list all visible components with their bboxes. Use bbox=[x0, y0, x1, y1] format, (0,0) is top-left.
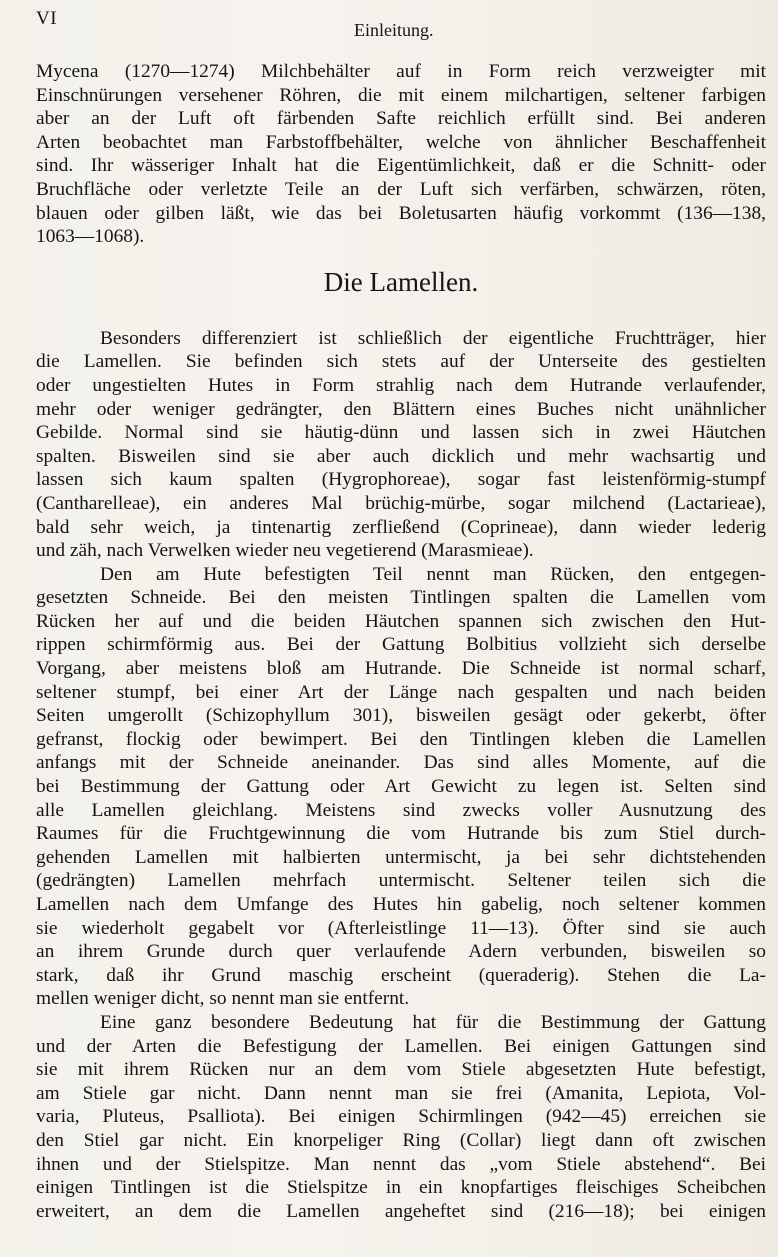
text-line: (Cantharelleae), ein anderes Mal brüchig-mürbe, sogar milchend (Lactarieae), bbox=[36, 492, 766, 514]
text-line: mellen weniger dicht, so nennt man sie entfernt. bbox=[36, 988, 410, 1010]
text-line: Rücken her auf und die beiden Häutchen spannen sich zwischen den Hut- bbox=[36, 610, 766, 632]
text-line: Gebilde. Normal sind sie häutig-dünn und lassen sich in zwei Häutchen bbox=[36, 422, 766, 444]
text-line: erweitert, an dem die Lamellen angeheftet sind (216—18); bei einigen bbox=[36, 1200, 766, 1222]
text-line: oder ungestielten Hutes in Form strahlig nach dem Hutrande verlaufender, bbox=[36, 374, 766, 396]
text-line: alle Lamellen gleichlang. Meistens sind zwecks voller Ausnutzung des bbox=[36, 799, 766, 821]
text-line: sie wiederholt gegabelt vor (Afterleistlinge 11—13). Öfter sind sie auch bbox=[36, 917, 766, 939]
text-line: Den am Hute befestigten Teil nennt man Rücken, den entgegen- bbox=[100, 563, 766, 585]
section-heading-block bbox=[36, 249, 766, 327]
text-line: rippen schirmförmig aus. Bei der Gattung Bolbitius vollzieht sich derselbe bbox=[36, 634, 766, 656]
text-line: lassen sich kaum spalten (Hygrophoreae), sogar fast leistenförmig-stumpf bbox=[36, 469, 766, 491]
text-line: an ihrem Grunde durch quer verlaufende Adern verbunden, bisweilen so bbox=[36, 941, 766, 963]
text-line: Besonders differenziert ist schließlich der eigentliche Fruchtträger, hier bbox=[100, 327, 766, 349]
paragraph-befestigung bbox=[36, 1011, 766, 1223]
text-line: sind. Ihr wässeriger Inhalt hat die Eigentümlichkeit, daß er die Schnitt- oder bbox=[36, 155, 766, 177]
page-number: VI bbox=[36, 8, 58, 29]
text-line: Eine ganz besondere Bedeutung hat für die Bestimmung der Gattung bbox=[100, 1011, 766, 1033]
paragraph-lamellen-intro bbox=[36, 327, 766, 563]
text-line: mehr oder weniger gedrängter, den Blättern eines Buches nicht unähnlicher bbox=[36, 398, 766, 420]
text-line: und zäh, nach Verwelken wieder neu vegetierend (Marasmieae). bbox=[36, 540, 534, 562]
text-line: stark, daß ihr Grund maschig erscheint (queraderig). Stehen die La- bbox=[36, 964, 766, 986]
text-line: gesetzten Schneide. Bei den meisten Tintlingen spalten die Lamellen vom bbox=[36, 587, 766, 609]
text-line: sie mit ihrem Rücken nur an dem vom Stiele abgesetzten Hute befestigt, bbox=[36, 1059, 766, 1081]
text-line: Arten beobachtet man Farbstoffbehälter, welche von ähnlicher Beschaffenheit bbox=[36, 131, 766, 153]
text-line: Einschnürungen versehener Röhren, die mit einem milchartigen, seltener farbigen bbox=[36, 84, 766, 106]
text-line: bei Bestimmung der Gattung oder Art Gewicht zu legen ist. Selten sind bbox=[36, 776, 766, 798]
body-text bbox=[36, 60, 766, 1223]
text-line: am Stiele gar nicht. Dann nennt man sie frei (Amanita, Lepiota, Vol- bbox=[36, 1082, 766, 1104]
text-line: anfangs mit der Schneide aneinander. Das sind alles Momente, auf die bbox=[36, 752, 766, 774]
text-line: Bruchfläche oder verletzte Teile an der Luft sich verfärben, schwärzen, röten, bbox=[36, 178, 766, 200]
text-line: Lamellen nach dem Umfange des Hutes hin gabelig, noch seltener kommen bbox=[36, 894, 766, 915]
text-line: die Lamellen. Sie befinden sich stets auf der Unterseite des gestielten bbox=[36, 351, 766, 373]
text-line: aber an der Luft oft färbenden Safte reichlich erfüllt sind. Bei anderen bbox=[36, 108, 766, 130]
section-heading: Die Lamellen. bbox=[323, 266, 479, 297]
text-line: spalten. Bisweilen sind sie aber auch dicklich und mehr wachsartig und bbox=[36, 445, 766, 467]
text-line: gehenden Lamellen mit halbierten untermischt, ja bei sehr dichtstehenden bbox=[36, 846, 766, 868]
paragraph-ruecken-schneide bbox=[36, 563, 766, 1011]
text-line: einigen Tintlingen ist die Stielspitze in ein knopfartiges fleischiges Scheibchen bbox=[36, 1177, 766, 1199]
text-line: und der Arten die Befestigung der Lamellen. Bei einigen Gattungen sind bbox=[36, 1035, 766, 1057]
text-line: seltener stumpf, bei einer Art der Länge nach gespalten und nach beiden bbox=[36, 681, 766, 703]
text-line: blauen oder gilben läßt, wie das bei Boletusarten häufig vorkommt (136—138, bbox=[36, 202, 766, 224]
text-line: bald sehr weich, ja tintenartig zerfließend (Coprineae), dann wieder lederig bbox=[36, 516, 766, 538]
text-line: varia, Pluteus, Psalliota). Bei einigen Schirmlingen (942—45) erreichen sie bbox=[36, 1106, 766, 1128]
text-line: Raumes für die Fruchtgewinnung die vom Hutrande bis zum Stiel durch- bbox=[36, 823, 766, 845]
text-line: Mycena (1270—1274) Milchbehälter auf in Form reich verzweigter mit bbox=[36, 61, 766, 82]
text-line: gefranst, flockig oder bewimpert. Bei den Tintlingen kleben die Lamellen bbox=[36, 728, 766, 750]
intro-paragraph bbox=[36, 60, 766, 249]
text-line: den Stiel gar nicht. Ein knorpeliger Ring (Collar) liegt dann oft zwischen bbox=[36, 1129, 766, 1151]
text-line: (gedrängten) Lamellen mehrfach untermischt. Seltener teilen sich die bbox=[36, 870, 766, 892]
text-line: 1063—1068). bbox=[36, 226, 145, 248]
page-header bbox=[36, 8, 764, 40]
text-line: ihnen und der Stielspitze. Man nennt das „vom Stiele abstehend“. Bei bbox=[36, 1153, 766, 1175]
text-line: Seiten umgerollt (Schizophyllum 301), bisweilen gesägt oder gekerbt, öfter bbox=[36, 705, 766, 727]
text-line: Vorgang, aber meistens bloß am Hutrande. Die Schneide ist normal scharf, bbox=[36, 658, 766, 680]
running-head: Einleitung. bbox=[354, 20, 434, 40]
